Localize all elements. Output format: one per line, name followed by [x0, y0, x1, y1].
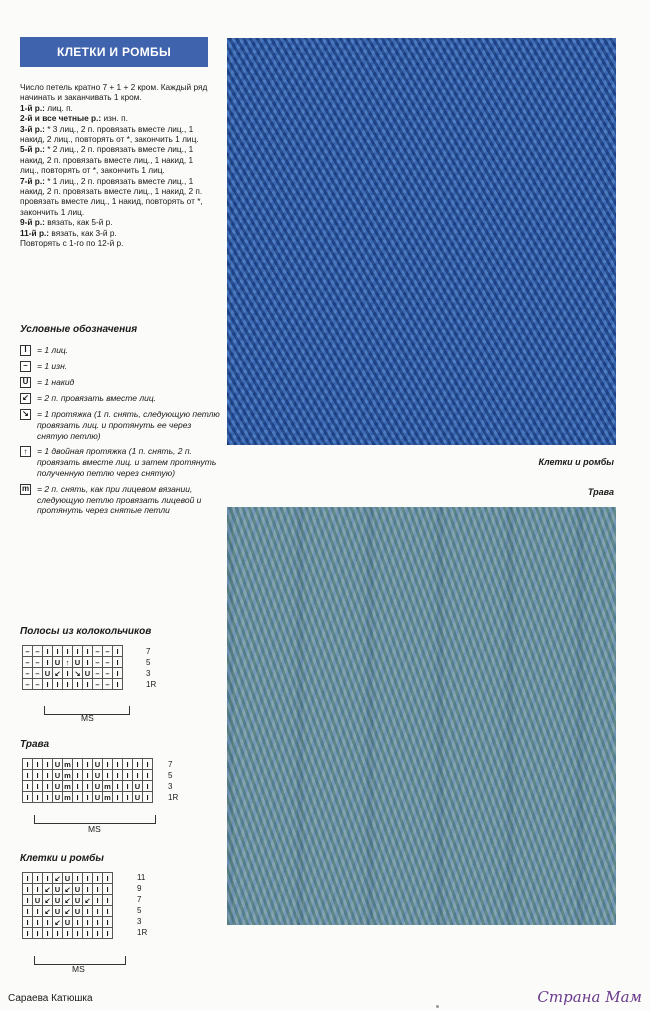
- grid-cell: I: [23, 884, 33, 895]
- grid-cell: –: [33, 646, 43, 657]
- legend-item: [20, 361, 220, 372]
- grid-row: [23, 895, 113, 906]
- grid-cell: I: [43, 781, 53, 792]
- grid-cell: I: [93, 895, 103, 906]
- grid-cell: m: [104, 792, 111, 802]
- row-number: 5: [168, 771, 173, 780]
- grid-cell: –: [93, 646, 103, 657]
- grid-cell: ↙: [64, 884, 71, 894]
- row-label: 9-й р.:: [20, 217, 45, 228]
- grid-cell: U: [133, 781, 143, 792]
- grid-cell: I: [113, 646, 123, 657]
- grid-cell: I: [143, 792, 153, 803]
- grid-cell: I: [143, 759, 153, 770]
- stitch-symbol-icon: U: [20, 377, 31, 388]
- legend: [20, 345, 220, 521]
- grid-cell: m: [64, 792, 71, 802]
- grid-cell: U: [53, 781, 63, 792]
- grid-row: [23, 781, 153, 792]
- grid-cell: I: [83, 917, 93, 928]
- grid-row: [23, 792, 153, 803]
- grid-cell: –: [103, 657, 113, 668]
- grid-cell: ↙: [84, 895, 91, 905]
- stitch-symbol-icon: ↙: [20, 393, 31, 404]
- grid-cell: U: [63, 873, 73, 884]
- instruction-line: [20, 144, 212, 175]
- grid-cell: I: [43, 792, 53, 803]
- grid-cell: U: [53, 759, 63, 770]
- row-number: 5: [146, 658, 151, 667]
- legend-text: = 2 п. провязать вместе лиц.: [37, 393, 157, 403]
- grid-cell: I: [123, 770, 133, 781]
- grid-cell: I: [33, 906, 43, 917]
- grid-row: [23, 679, 123, 690]
- grid-cell: U: [53, 906, 63, 917]
- row-number: 5: [137, 906, 142, 915]
- grid-cell: I: [33, 770, 43, 781]
- grid-cell: ↙: [44, 906, 51, 916]
- grid-cell: I: [43, 679, 53, 690]
- instruction-text: * 2 лиц., 2 п. провязать вместе лиц., 1 накид, 2 п. провязать вместе лиц., 1 накид, 1 лиц., повторять от *, закончить 1 лиц.: [20, 144, 194, 176]
- grid-cell: ↙: [44, 884, 51, 894]
- row-label: 7-й р.:: [20, 175, 45, 186]
- grid-cell: I: [33, 928, 43, 939]
- grid-cell: I: [23, 906, 33, 917]
- legend-item: [20, 446, 220, 478]
- grid-cell: I: [73, 759, 83, 770]
- grid-cell: ↘: [74, 668, 81, 678]
- instruction-line: [20, 124, 212, 145]
- grid-cell: I: [83, 906, 93, 917]
- grid-cell: I: [113, 759, 123, 770]
- grid-cell: I: [83, 657, 93, 668]
- chart-bells-row-labels: [146, 646, 156, 690]
- grid-row: [23, 657, 123, 668]
- chart-grass: [22, 758, 153, 803]
- grid-cell: m: [104, 781, 111, 791]
- legend-item: [20, 484, 220, 516]
- instruction-line: [20, 228, 212, 238]
- grid-cell: I: [113, 657, 123, 668]
- instruction-text: вязать, как 5-й р.: [44, 217, 113, 228]
- grid-cell: I: [73, 928, 83, 939]
- grid-cell: –: [23, 657, 33, 668]
- stitch-symbol-icon: ↑: [20, 446, 31, 457]
- grid-cell: U: [83, 668, 93, 679]
- chart-title-checks: Клетки и ромбы: [20, 853, 104, 864]
- grid-cell: I: [83, 759, 93, 770]
- chart-title-bells: Полосы из колокольчиков: [20, 626, 152, 637]
- grid-cell: ↙: [44, 895, 51, 905]
- grid-row: [23, 928, 113, 939]
- row-number: 3: [146, 669, 151, 678]
- chart-checks: [22, 872, 113, 939]
- grid-cell: I: [43, 646, 53, 657]
- grid-cell: U: [53, 884, 63, 895]
- grid-cell: U: [53, 770, 63, 781]
- grid-cell: I: [113, 770, 123, 781]
- grid-cell: I: [123, 759, 133, 770]
- knit-photo-checks-diamonds: [227, 38, 616, 445]
- grid-cell: I: [143, 781, 153, 792]
- instruction-line: [20, 176, 212, 218]
- grid-cell: I: [73, 646, 83, 657]
- legend-text: = 1 изн.: [37, 361, 68, 371]
- photo-caption-checks: Клетки и ромбы: [538, 457, 614, 467]
- grid-cell: U: [73, 657, 83, 668]
- grid-cell: U: [93, 792, 103, 803]
- chart-title-grass: Трава: [20, 739, 49, 750]
- instruction-text: вязать, как 3-й р.: [49, 227, 117, 238]
- instruction-text: изн. п.: [101, 113, 128, 124]
- legend-title: Условные обозначения: [20, 324, 138, 335]
- row-label: 5-й р.:: [20, 144, 45, 155]
- grid-cell: I: [103, 895, 113, 906]
- grid-cell: I: [93, 906, 103, 917]
- grid-cell: U: [73, 895, 83, 906]
- grid-cell: I: [103, 873, 113, 884]
- instruction-text: Число петель кратно 7 + 1 + 2 кром. Каждый ряд начинать и заканчивать 1 кром.: [20, 82, 208, 103]
- grid-cell: I: [63, 928, 73, 939]
- grid-cell: I: [73, 770, 83, 781]
- ms-bracket: [34, 815, 156, 824]
- row-label: 2-й и все четные р.:: [20, 113, 102, 124]
- grid-cell: I: [123, 792, 133, 803]
- knit-photo-grass: [227, 507, 616, 925]
- grid-cell: –: [23, 679, 33, 690]
- photo-caption-grass: Трава: [587, 487, 614, 497]
- grid-cell: –: [103, 668, 113, 679]
- grid-cell: I: [23, 895, 33, 906]
- grid-cell: I: [23, 759, 33, 770]
- grid-row: [23, 884, 113, 895]
- grid-cell: –: [93, 657, 103, 668]
- grid-cell: I: [103, 906, 113, 917]
- grid-cell: I: [33, 884, 43, 895]
- grid-cell: I: [23, 792, 33, 803]
- grid-cell: ↙: [54, 917, 61, 927]
- row-label: 11-й р.:: [20, 227, 50, 238]
- ms-label: MS: [81, 713, 94, 723]
- grid-row: [23, 770, 153, 781]
- grid-cell: I: [73, 781, 83, 792]
- chart-checks-row-labels: [137, 872, 147, 938]
- page-dot: [436, 1005, 439, 1008]
- grid-cell: U: [53, 657, 63, 668]
- grid-cell: I: [93, 917, 103, 928]
- stitch-grid: [22, 872, 113, 939]
- grid-cell: I: [83, 792, 93, 803]
- grid-cell: I: [43, 873, 53, 884]
- legend-item: [20, 377, 220, 388]
- grid-row: [23, 759, 153, 770]
- grid-row: [23, 873, 113, 884]
- stitch-symbol-icon: m: [21, 483, 30, 493]
- stitch-grid: [22, 758, 153, 803]
- grid-cell: I: [93, 928, 103, 939]
- grid-cell: I: [113, 679, 123, 690]
- grid-cell: I: [23, 917, 33, 928]
- grid-cell: I: [103, 884, 113, 895]
- instruction-text: лиц. п.: [44, 102, 73, 113]
- chart-bells: [22, 645, 123, 690]
- row-number: 9: [137, 884, 142, 893]
- grid-cell: U: [53, 792, 63, 803]
- grid-cell: I: [83, 884, 93, 895]
- grid-cell: I: [63, 668, 73, 679]
- legend-text: = 1 двойная протяжка (1 п. снять, 2 п. провязать вместе лиц. и затем протянуть полученную петлю через снятую): [37, 446, 217, 478]
- row-label: 3-й р.:: [20, 123, 45, 134]
- legend-item: [20, 409, 220, 441]
- instruction-text: * 1 лиц., 2 п. провязать вместе лиц., 1 накид, 2 п. провязать вместе лиц., 1 накид, 2 п. провязать вместе лиц., 1 накид, повторять от *, закончить 1 лиц.: [20, 175, 203, 217]
- grid-cell: I: [23, 781, 33, 792]
- row-label: 1-й р.:: [20, 102, 45, 113]
- row-number: 1R: [146, 680, 157, 689]
- grid-cell: –: [33, 657, 43, 668]
- grid-cell: ↙: [64, 895, 71, 905]
- grid-cell: I: [93, 884, 103, 895]
- grid-cell: I: [53, 928, 63, 939]
- grid-row: [23, 668, 123, 679]
- grid-cell: –: [33, 679, 43, 690]
- grid-cell: ↙: [54, 668, 61, 678]
- instruction-text: * 3 лиц., 2 п. провязать вместе лиц., 1 накид, 2 лиц., повторять от *, закончить 1 лиц.: [20, 123, 199, 145]
- row-number: 7: [168, 760, 173, 769]
- grid-cell: I: [73, 873, 83, 884]
- grid-cell: U: [133, 792, 143, 803]
- grid-cell: I: [73, 917, 83, 928]
- grid-cell: I: [83, 679, 93, 690]
- grid-cell: I: [83, 928, 93, 939]
- grid-cell: I: [103, 770, 113, 781]
- chart-grass-row-labels: [168, 759, 178, 803]
- stitch-symbol-icon: I: [20, 345, 31, 356]
- grid-cell: I: [73, 792, 83, 803]
- grid-cell: I: [23, 873, 33, 884]
- grid-cell: –: [93, 668, 103, 679]
- row-number: 1R: [168, 793, 179, 802]
- grid-cell: –: [33, 668, 43, 679]
- grid-cell: U: [53, 895, 63, 906]
- grid-cell: m: [64, 759, 71, 769]
- instruction-line: [20, 238, 212, 248]
- grid-cell: I: [43, 770, 53, 781]
- grid-cell: I: [83, 781, 93, 792]
- grid-cell: m: [64, 770, 71, 780]
- grid-cell: I: [23, 928, 33, 939]
- row-number: 11: [137, 873, 146, 882]
- grid-row: [23, 906, 113, 917]
- grid-cell: U: [33, 895, 43, 906]
- grid-cell: I: [103, 759, 113, 770]
- grid-cell: I: [33, 781, 43, 792]
- grid-cell: U: [73, 884, 83, 895]
- grid-cell: I: [143, 770, 153, 781]
- grid-cell: I: [43, 657, 53, 668]
- author-credit: Сараева Катюшка: [8, 993, 93, 1004]
- stitch-symbol-icon: –: [20, 361, 31, 372]
- grid-cell: –: [23, 646, 33, 657]
- grid-cell: I: [113, 668, 123, 679]
- grid-cell: I: [103, 917, 113, 928]
- grid-cell: I: [113, 792, 123, 803]
- grid-cell: U: [93, 770, 103, 781]
- grid-cell: –: [103, 679, 113, 690]
- stitch-grid: [22, 645, 123, 690]
- grid-cell: I: [73, 679, 83, 690]
- grid-cell: I: [43, 917, 53, 928]
- instruction-text: Повторять с 1-го по 12-й р.: [20, 238, 124, 249]
- grid-cell: I: [43, 759, 53, 770]
- grid-cell: U: [43, 668, 53, 679]
- grid-cell: –: [23, 668, 33, 679]
- grid-cell: I: [23, 770, 33, 781]
- grid-cell: I: [53, 646, 63, 657]
- grid-cell: I: [113, 781, 123, 792]
- legend-text: = 1 накид: [37, 377, 75, 387]
- row-number: 1R: [137, 928, 148, 937]
- stitch-symbol-icon: ↘: [20, 409, 31, 420]
- instructions: [20, 82, 212, 249]
- legend-text: = 1 лиц.: [37, 345, 69, 355]
- grid-cell: I: [63, 646, 73, 657]
- grid-cell: I: [123, 781, 133, 792]
- instruction-line: [20, 113, 212, 123]
- grid-cell: m: [64, 781, 71, 791]
- grid-cell: I: [83, 873, 93, 884]
- grid-cell: ↙: [54, 873, 61, 883]
- grid-cell: I: [33, 759, 43, 770]
- grid-row: [23, 646, 123, 657]
- grid-cell: U: [73, 906, 83, 917]
- grid-cell: I: [133, 759, 143, 770]
- watermark-logo: Страна Мам: [537, 988, 642, 1006]
- ms-label: MS: [72, 964, 85, 974]
- legend-item: [20, 345, 220, 356]
- grid-cell: U: [93, 781, 103, 792]
- row-number: 7: [146, 647, 151, 656]
- grid-cell: I: [33, 873, 43, 884]
- row-number: 7: [137, 895, 142, 904]
- instruction-line: [20, 217, 212, 227]
- grid-cell: U: [93, 759, 103, 770]
- grid-cell: I: [63, 679, 73, 690]
- grid-cell: I: [83, 770, 93, 781]
- grid-cell: I: [33, 792, 43, 803]
- grid-cell: I: [93, 873, 103, 884]
- grid-cell: I: [83, 646, 93, 657]
- grid-row: [23, 917, 113, 928]
- grid-cell: I: [103, 928, 113, 939]
- grid-cell: I: [133, 770, 143, 781]
- legend-text: = 2 п. снять, как при лицевом вязании, следующую петлю провязать лицевой и протянуть через снятые петли: [37, 483, 202, 516]
- grid-cell: U: [63, 917, 73, 928]
- ms-label: MS: [88, 824, 101, 834]
- grid-cell: I: [43, 928, 53, 939]
- legend-text: = 1 протяжка (1 п. снять, следующую петлю провязать лиц. и протянуть ее через снятую петлю): [37, 409, 220, 441]
- grid-cell: I: [33, 917, 43, 928]
- grid-cell: ↑: [63, 657, 73, 668]
- legend-item: [20, 393, 220, 404]
- grid-cell: –: [93, 679, 103, 690]
- grid-cell: I: [53, 679, 63, 690]
- grid-cell: ↙: [64, 906, 71, 916]
- instruction-line: [20, 82, 212, 103]
- row-number: 3: [168, 782, 173, 791]
- row-number: 3: [137, 917, 142, 926]
- instruction-line: [20, 103, 212, 113]
- grid-cell: –: [103, 646, 113, 657]
- section-header: КЛЕТКИ И РОМБЫ: [20, 37, 208, 67]
